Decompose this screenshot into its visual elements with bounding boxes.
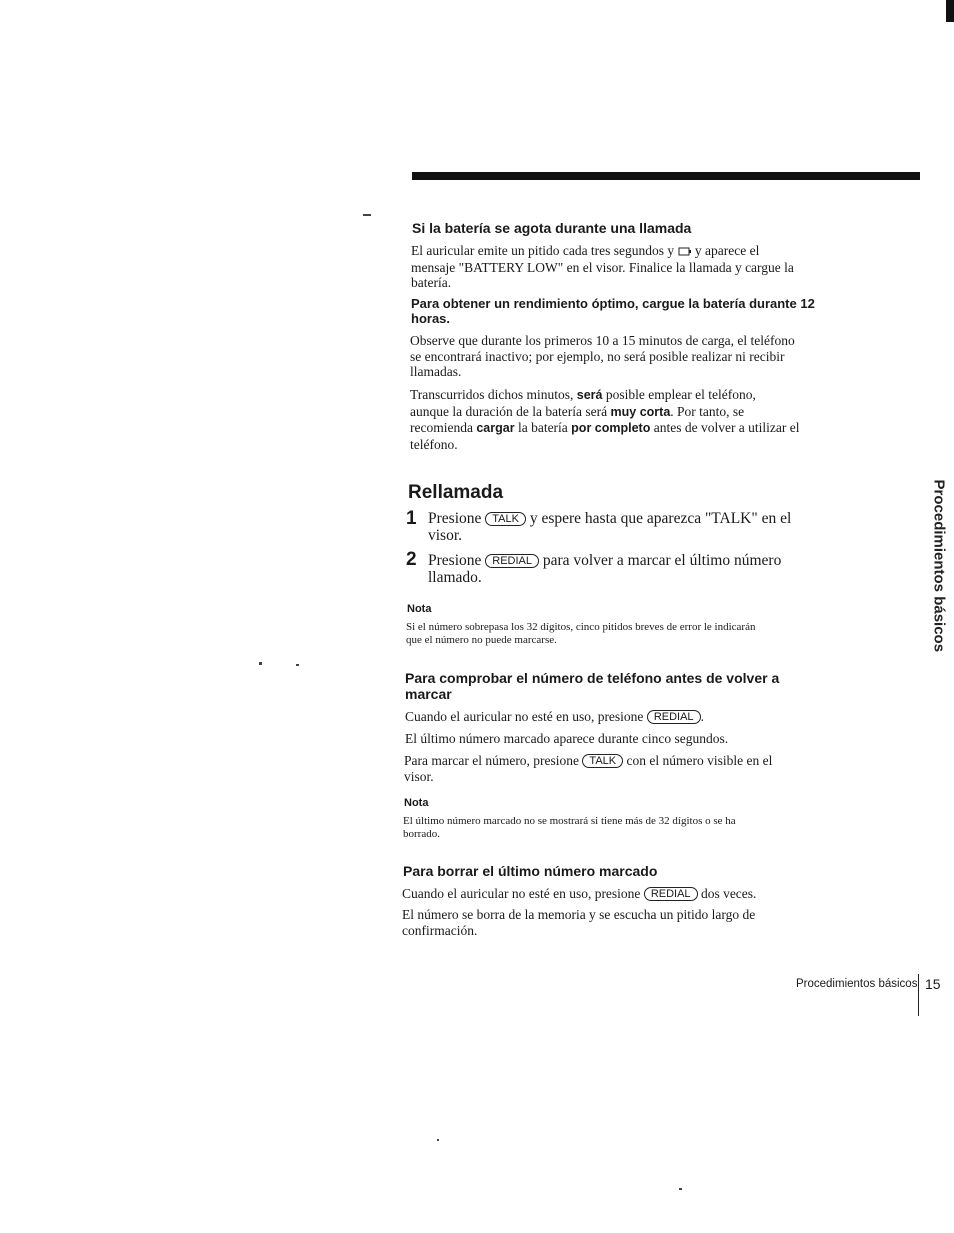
scan-speck (259, 662, 262, 665)
battery-paragraph-1: El auricular emite un pitido cada tres segundos y y aparece el mensaje "BATTERY LOW" en el visor. Finalice la llamada y cargue la batería. (411, 243, 794, 290)
side-tab-text: Procedimientos básicos (930, 479, 948, 653)
talk-key: TALK (485, 512, 526, 526)
note-text-2: El último número marcado no se mostrará si tiene más de 32 dígitos o se ha borrado. (403, 815, 736, 840)
delete-heading: Para borrar el último número marcado (403, 863, 658, 879)
check-heading: Para comprobar el número de teléfono antes de volver a marcar (405, 670, 780, 702)
scan-speck (363, 214, 371, 216)
battery-paragraph-3: Transcurridos dichos minutos, será posible emplear el teléfono, aunque la duración de la batería será muy corta. Por tanto, se recomienda cargar la batería por completo antes de volver a utilizar el teléfono. (410, 387, 800, 452)
check-paragraph-2: El último número marcado aparece durante cinco segundos. (405, 731, 729, 746)
note-label-1: Nota (407, 603, 432, 615)
footer-divider (918, 974, 919, 1016)
redial-key: REDIAL (644, 887, 698, 901)
side-tab (932, 470, 946, 685)
check-paragraph-1: Cuando el auricular no esté en uso, presione REDIAL . (405, 709, 704, 724)
talk-key: TALK (582, 754, 623, 768)
delete-paragraph-1: Cuando el auricular no esté en uso, presione REDIAL dos veces. (402, 886, 757, 901)
rellamada-title: Rellamada (408, 482, 504, 503)
scan-speck (296, 664, 299, 666)
note-label-2: Nota (404, 797, 429, 809)
note-text-1: Si el número sobrepasa los 32 dígitos, cinco pitidos breves de error le indicarán que el número no puede marcarse. (406, 621, 756, 646)
step-2-number: 2 (406, 549, 417, 570)
battery-bold-note: Para obtener un rendimiento óptimo, cargue la batería durante 12 horas. (411, 296, 815, 326)
step-1: 1 Presione TALK y espere hasta que aparezca "TALK" en el visor. (406, 508, 792, 544)
section-rule (412, 172, 920, 180)
check-paragraph-3: Para marcar el número, presione TALK con el número visible en el visor. (404, 753, 773, 784)
battery-paragraph-2: Observe que durante los primeros 10 a 15 minutos de carga, el teléfono se encontrará inactivo; por ejemplo, no será posible realizar ni recibir llamadas. (410, 333, 795, 379)
delete-paragraph-2: El número se borra de la memoria y se escucha un pitido largo de confirmación. (402, 907, 756, 938)
battery-heading: Si la batería se agota durante una llamada (412, 220, 692, 236)
thumb-tab-mark (946, 0, 954, 22)
battery-icon (678, 244, 692, 260)
scan-speck (437, 1139, 439, 1141)
redial-key: REDIAL (485, 554, 539, 568)
footer-section-name: Procedimientos básicos (796, 978, 918, 990)
page-number: 15 (925, 976, 941, 992)
step-2: 2 Presione REDIAL para volver a marcar el último número llamado. (406, 549, 782, 586)
redial-key: REDIAL (647, 710, 701, 724)
scan-speck (679, 1188, 682, 1190)
step-1-number: 1 (406, 508, 417, 529)
